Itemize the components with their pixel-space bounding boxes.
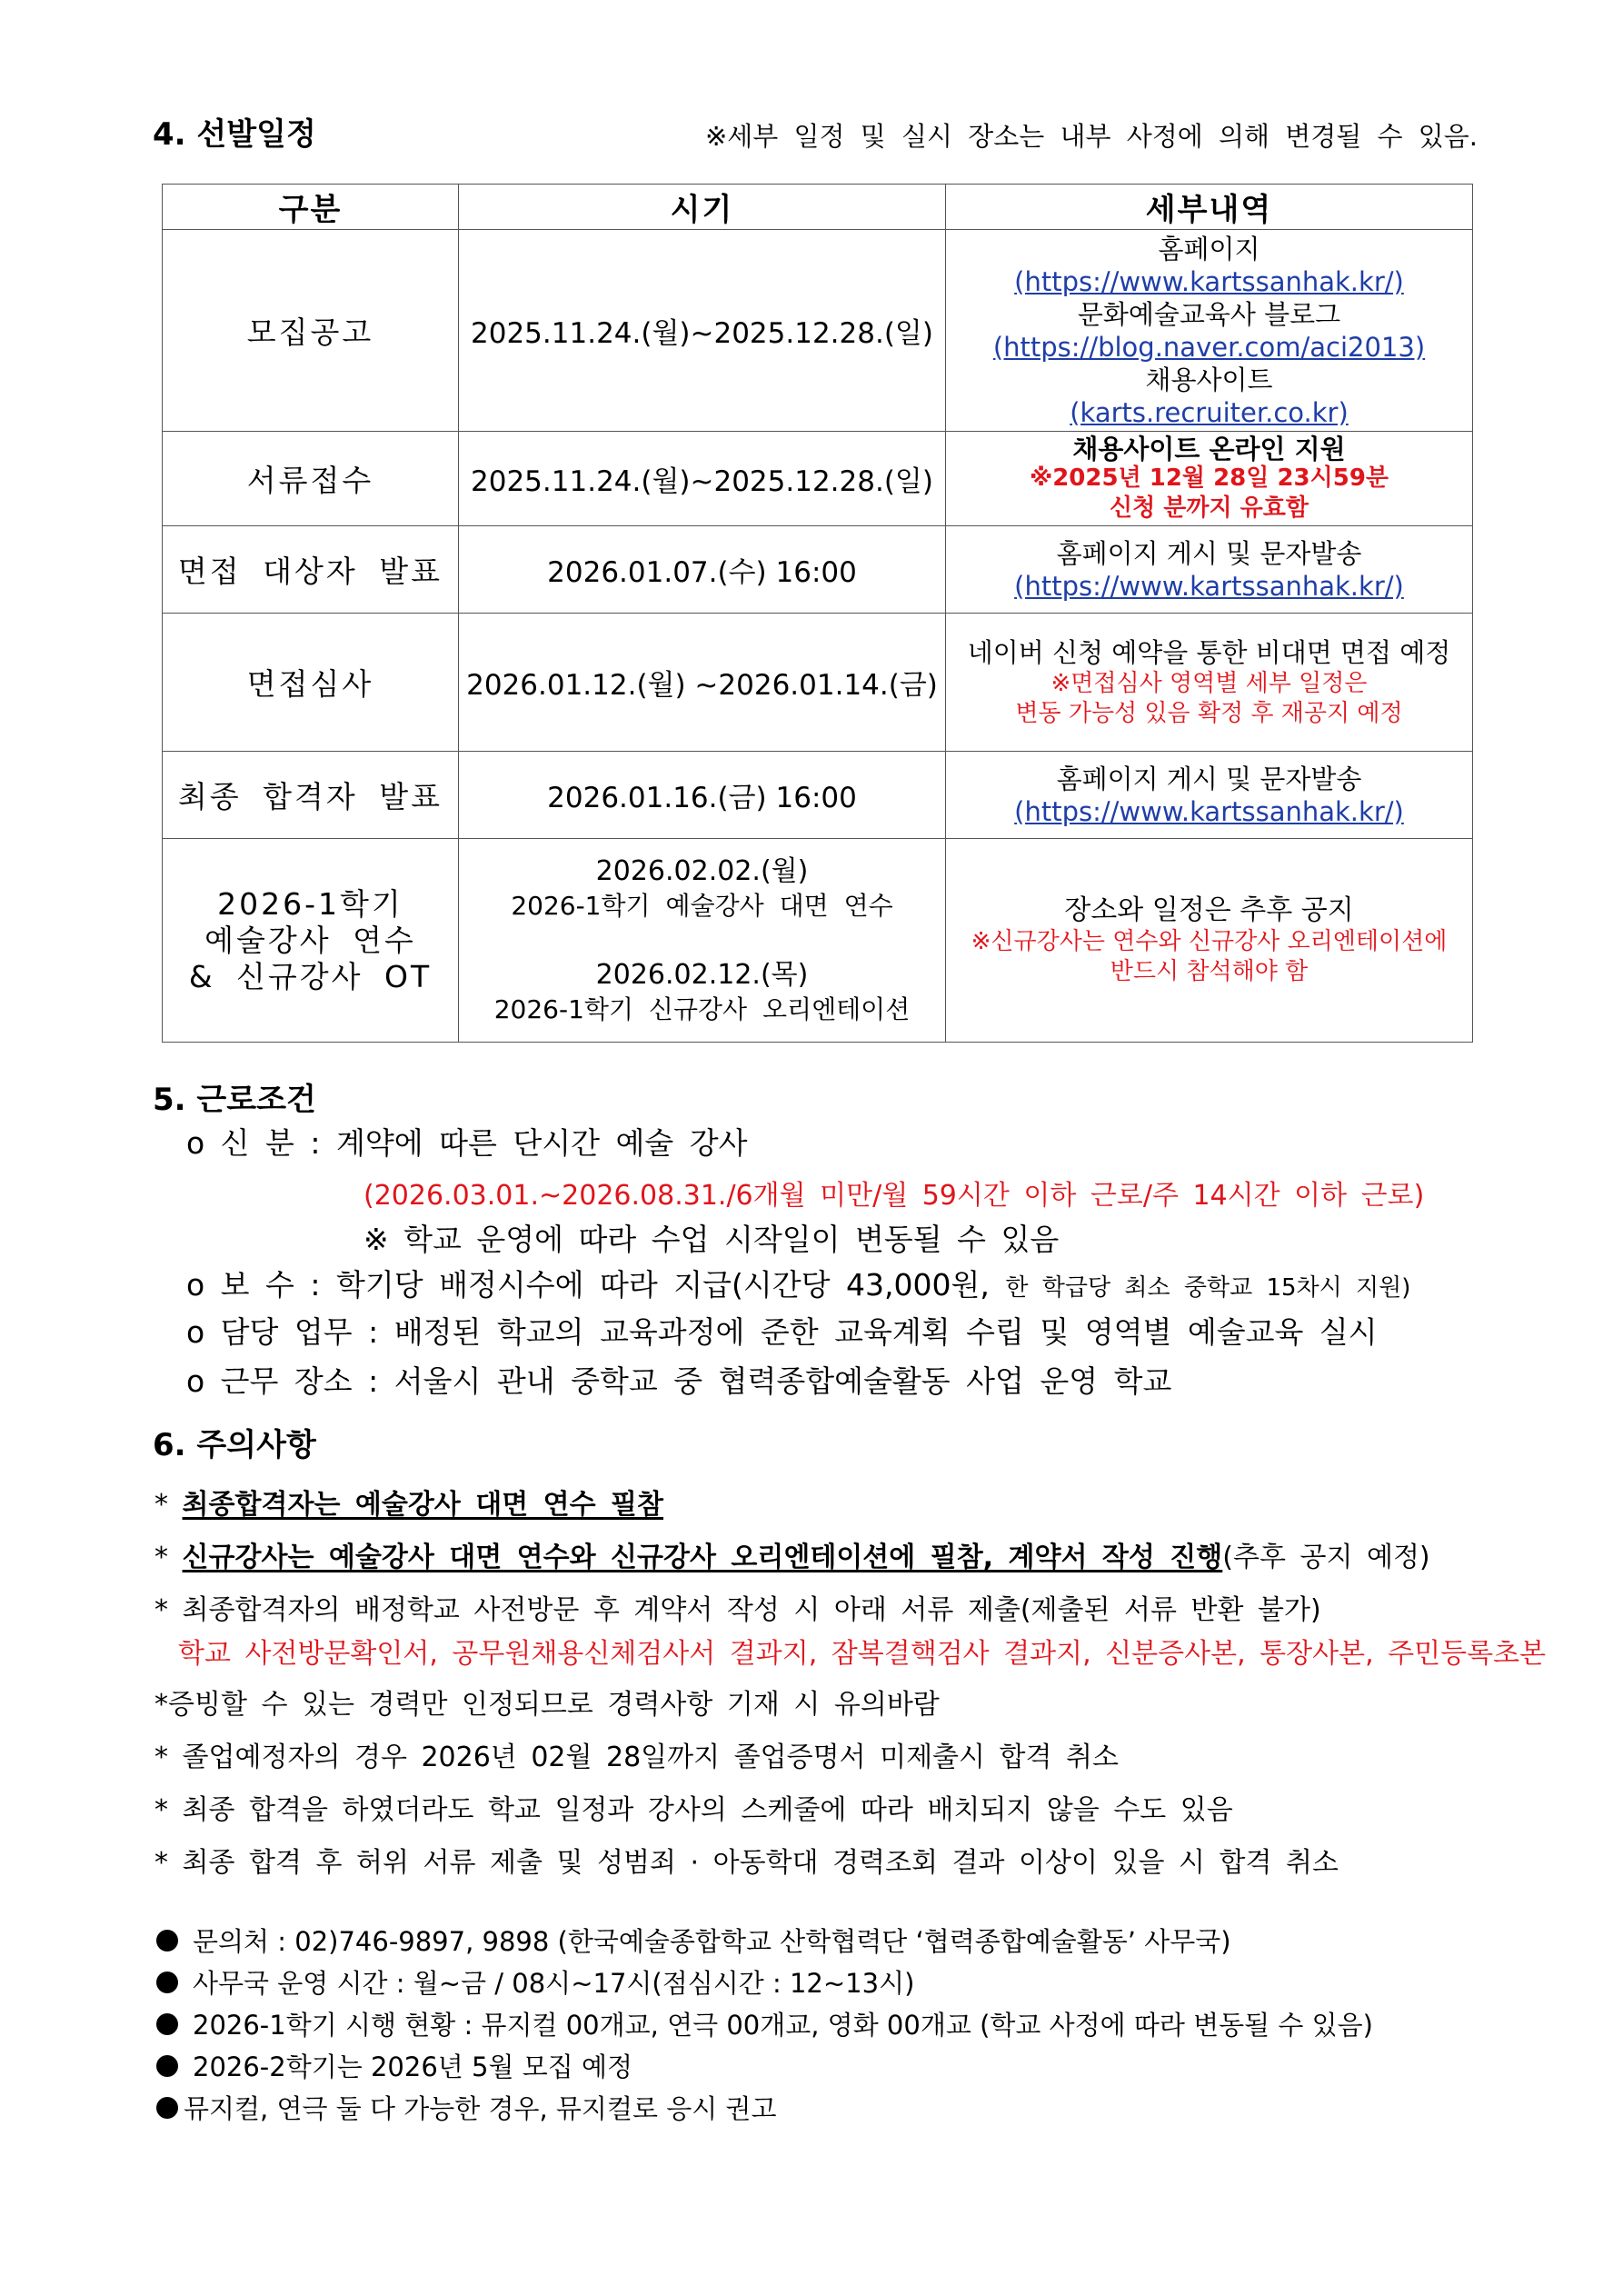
row-category: 서류접수 xyxy=(163,432,459,526)
detail-line: 채용사이트 온라인 지원 xyxy=(1072,433,1346,464)
bullet-icon xyxy=(156,1930,178,1952)
interview-note: 변동 가능성 있음 확정 후 재공지 예정 xyxy=(1015,699,1403,727)
period-line: 2026.02.12.(목) xyxy=(595,958,809,991)
contact-item xyxy=(156,1963,914,2001)
attendance-note: 반드시 참석해야 함 xyxy=(1110,957,1309,985)
schedule-table xyxy=(162,184,1473,1043)
homepage-link[interactable]: (https://www.kartssanhak.kr/) xyxy=(1014,795,1404,827)
contact-text: 문의처 : 02)746-9897, 9898 (한국예술종합학교 산학협력단 ‘협력종합예술활동’ 사무국) xyxy=(193,1926,1231,1957)
detail-line: 네이버 신청 예약을 통한 비대면 면접 예정 xyxy=(967,636,1451,668)
row-detail xyxy=(946,752,1473,839)
row-period: 2026.01.12.(월) ~2026.01.14.(금) xyxy=(459,614,946,752)
place-line: o 근무 장소 : 서울시 관내 중학교 중 협력종합예술활동 사업 운영 학교 xyxy=(186,1363,1172,1399)
row-detail xyxy=(946,526,1473,614)
detail-line: 홈페이지 xyxy=(1158,233,1260,265)
col-header-detail: 세부내역 xyxy=(946,185,1473,230)
table-row xyxy=(163,230,1473,432)
table-row xyxy=(163,526,1473,614)
bullet-icon xyxy=(156,2097,178,2119)
status-line: o 신 분 : 계약에 따른 단시간 예술 강사 xyxy=(186,1125,748,1161)
notice-text: 최종 합격을 하였더라도 학교 일정과 강사의 스케줄에 따라 배치되지 않을 수도 있음 xyxy=(182,1794,1233,1826)
table-row xyxy=(163,432,1473,526)
row-period: 2025.11.24.(월)~2025.12.28.(일) xyxy=(459,432,946,526)
pay-line xyxy=(186,1262,1410,1304)
notice-emphasis: 신규강사는 예술강사 대면 연수와 신규강사 오리엔테이션에 필참, 계약서 작성 진행 xyxy=(182,1542,1223,1573)
col-header-period: 시기 xyxy=(459,185,946,230)
table-row xyxy=(163,752,1473,839)
notice-text: 최종합격자의 배정학교 사전방문 후 계약서 작성 시 아래 서류 제출(제출된 서류 반환 불가) xyxy=(182,1594,1321,1626)
category-line: 2026-1학기 xyxy=(217,885,403,922)
notice-tail: (추후 공지 예정) xyxy=(1222,1542,1430,1573)
col-header-category: 구분 xyxy=(163,185,459,230)
notice-item: * 졸업예정자의 경우 2026년 02월 28일까지 졸업증명서 미제출시 합격 취소 xyxy=(154,1742,1120,1773)
notice-text: 증빙할 수 있는 경력만 인정되므로 경력사항 기재 시 유의바람 xyxy=(168,1689,940,1721)
pay-main: o 보 수 : 학기당 배정시수에 따라 지급(시간당 43,000원, xyxy=(186,1267,990,1303)
notice-text: 졸업예정자의 경우 2026년 02월 28일까지 졸업증명서 미제출시 합격 취소 xyxy=(182,1742,1120,1773)
pay-sub: 한 학급당 최소 중학교 15차시 지원) xyxy=(1005,1274,1411,1302)
row-period: 2025.11.24.(월)~2025.12.28.(일) xyxy=(459,230,946,432)
homepage-link[interactable]: (https://www.kartssanhak.kr/) xyxy=(1014,265,1404,297)
section6-heading: 6. 주의사항 xyxy=(153,1427,316,1463)
contact-text: 2026-1학기 시행 현황 : 뮤지컬 00개교, 연극 00개교, 영화 00개교 (학교 사정에 따라 변동될 수 있음) xyxy=(193,2010,1373,2041)
detail-line: 장소와 일정은 추후 공지 xyxy=(1064,893,1354,926)
deadline-note: 신청 분까지 유효함 xyxy=(1109,494,1309,522)
category-line: & 신규강사 OT xyxy=(188,958,433,994)
bullet-icon xyxy=(156,2055,178,2077)
detail-line: 홈페이지 게시 및 문자발송 xyxy=(1056,763,1362,794)
required-documents: 학교 사전방문확인서, 공무원채용신체검사서 결과지, 잠복결핵검사 결과지, 신분증사본, 통장사본, 주민등록초본 xyxy=(178,1638,1547,1670)
row-category: 모집공고 xyxy=(163,230,459,432)
homepage-link[interactable]: (https://www.kartssanhak.kr/) xyxy=(1014,570,1404,602)
notice-emphasis: 최종합격자는 예술강사 대면 연수 필참 xyxy=(182,1489,664,1521)
section4-heading: 4. 선발일정 xyxy=(153,116,316,153)
table-header-row xyxy=(163,185,1473,230)
status-note: ※ 학교 운영에 따라 수업 시작일이 변동될 수 있음 xyxy=(363,1222,1060,1257)
row-period: 2026.01.07.(수) 16:00 xyxy=(459,526,946,614)
notice-item: * 최종합격자의 배정학교 사전방문 후 계약서 작성 시 아래 서류 제출(제출된 서류 반환 불가) xyxy=(154,1594,1321,1626)
row-detail xyxy=(946,230,1473,432)
interview-note: ※면접심사 영역별 세부 일정은 xyxy=(1050,669,1368,697)
notice-item: * 최종합격자는 예술강사 대면 연수 필참 xyxy=(154,1489,664,1521)
row-category xyxy=(163,839,459,1043)
blog-link[interactable]: (https://blog.naver.com/aci2013) xyxy=(992,331,1426,363)
deadline-note: ※2025년 12월 28일 23시59분 xyxy=(1029,464,1389,492)
period-line: 2026-1학기 예술강사 대면 연수 xyxy=(511,890,893,921)
row-detail xyxy=(946,839,1473,1043)
row-category: 면접심사 xyxy=(163,614,459,752)
notice-text: 최종 합격 후 허위 서류 제출 및 성범죄 · 아동학대 경력조회 결과 이상이 있을 시 합격 취소 xyxy=(182,1847,1339,1879)
contact-text: 2026-2학기는 2026년 5월 모집 예정 xyxy=(193,2051,632,2082)
bullet-icon xyxy=(156,2013,178,2035)
row-detail xyxy=(946,614,1473,752)
detail-line: 문화예술교육사 블로그 xyxy=(1077,298,1341,330)
detail-line: 채용사이트 xyxy=(1145,364,1273,395)
row-category: 면접 대상자 발표 xyxy=(163,526,459,614)
row-period: 2026.01.16.(금) 16:00 xyxy=(459,752,946,839)
period-line: 2026-1학기 신규강사 오리엔테이션 xyxy=(493,993,911,1024)
notice-item: * 신규강사는 예술강사 대면 연수와 신규강사 오리엔테이션에 필참, 계약서 작성 진행(추후 공지 예정) xyxy=(154,1542,1430,1573)
notice-item: * 최종 합격을 하였더라도 학교 일정과 강사의 스케줄에 따라 배치되지 않을 수도 있음 xyxy=(154,1794,1233,1826)
schedule-change-note: ※세부 일정 및 실시 장소는 내부 사정에 의해 변경될 수 있음. xyxy=(704,121,1478,152)
notice-item: *증빙할 수 있는 경력만 인정되므로 경력사항 기재 시 유의바람 xyxy=(154,1689,940,1721)
duty-line: o 담당 업무 : 배정된 학교의 교육과정에 준한 교육계획 수립 및 영역별 예술교육 실시 xyxy=(186,1314,1378,1350)
row-period xyxy=(459,839,946,1043)
contact-text: 사무국 운영 시간 : 월~금 / 08시~17시(점심시간 : 12~13시) xyxy=(193,1968,915,1999)
recruit-site-link[interactable]: (karts.recruiter.co.kr) xyxy=(1070,396,1349,428)
period-line: 2026.02.02.(월) xyxy=(595,854,809,887)
category-line: 예술강사 연수 xyxy=(204,922,416,958)
section5-heading: 5. 근로조건 xyxy=(153,1082,316,1118)
contact-item xyxy=(156,2089,776,2126)
contact-item xyxy=(156,1922,1231,1959)
row-detail xyxy=(946,432,1473,526)
period-spacer xyxy=(464,923,940,958)
contact-item xyxy=(156,2047,632,2084)
contact-item xyxy=(156,2005,1373,2042)
table-row xyxy=(163,614,1473,752)
status-detail: (2026.03.01.~2026.08.31./6개월 미만/월 59시간 이하 근로/주 14시간 이하 근로) xyxy=(363,1180,1425,1212)
detail-line: 홈페이지 게시 및 문자발송 xyxy=(1056,537,1362,569)
bullet-icon xyxy=(156,1972,178,1993)
contact-text: 뮤지컬, 연극 둘 다 가능한 경우, 뮤지컬로 응시 권고 xyxy=(184,2093,777,2124)
attendance-note: ※신규강사는 연수와 신규강사 오리엔테이션에 xyxy=(971,927,1448,955)
table-row xyxy=(163,839,1473,1043)
row-category: 최종 합격자 발표 xyxy=(163,752,459,839)
notice-item: * 최종 합격 후 허위 서류 제출 및 성범죄 · 아동학대 경력조회 결과 이상이 있을 시 합격 취소 xyxy=(154,1847,1339,1879)
